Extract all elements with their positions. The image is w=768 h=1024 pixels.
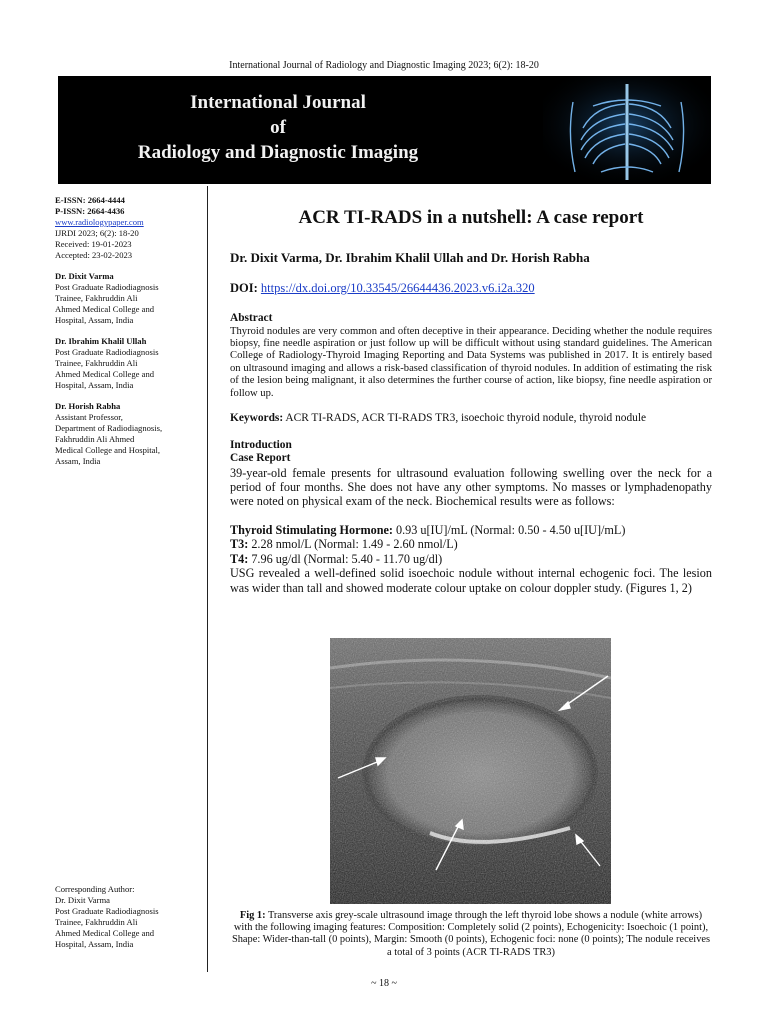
sidebar [55, 195, 203, 467]
introduction-heading: Introduction [230, 439, 292, 452]
author-affiliation-line: Hospital, Assam, India [55, 315, 134, 325]
corresponding-name: Dr. Dixit Varma [55, 895, 110, 905]
corresponding-affiliation-line: Trainee, Fakhruddin Ali [55, 917, 138, 927]
author-affiliation-line: Post Graduate Radiodiagnosis [55, 347, 159, 357]
chest-skeleton-image [543, 76, 711, 184]
author-name: Dr. Ibrahim Khalil Ullah [55, 336, 147, 346]
accepted-date: Accepted: 23-02-2023 [55, 250, 133, 260]
author-affiliation-line: Post Graduate Radiodiagnosis [55, 282, 159, 292]
lab-result-t3 [230, 537, 712, 551]
keywords-label: Keywords: [230, 412, 284, 425]
case-report-text: 39-year-old female presents for ultrasound evaluation following swelling over the neck for a period of four months. She does not have any other symptoms. No masses or lymphadenopathy were noted on physical exam of the neck. Biochemical results were as follows: [230, 465, 712, 509]
journal-banner [58, 76, 711, 184]
corresponding-affiliation-line: Post Graduate Radiodiagnosis [55, 906, 159, 916]
corresponding-author [55, 884, 203, 950]
author-affiliation-line: Fakhruddin Ali Ahmed [55, 434, 135, 444]
author-affiliation-line: Assam, India [55, 456, 101, 466]
ultrasound-image [330, 638, 611, 904]
author-affiliation-line: Department of Radiodiagnosis, [55, 423, 163, 433]
running-head: International Journal of Radiology and Diagnostic Imaging 2023; 6(2): 18-20 [229, 60, 539, 71]
author-info-2 [55, 336, 203, 391]
lab-label: T3: [230, 537, 249, 552]
figure-caption-text: Transverse axis grey-scale ultrasound image through the left thyroid lobe shows a nodule (white arrows) with the following imaging features: Composition: Completely solid (2 points), Echogenicity: Isoechoic (1 point), Shape: Wider-than-tall (0 points), Margin: Smooth (0 points), Echogenic foci: none (0 points); The nodule receives a total of 3 points (ACR TI-RADS TR3) [231, 910, 711, 958]
usg-findings-text: USG revealed a well-defined solid isoechoic nodule without internal echogenic foci. The lesion was wider than tall and showed moderate colour uptake on colour doppler study. (Figures 1, 2) [230, 566, 712, 595]
author-affiliation-line: Ahmed Medical College and [55, 369, 155, 379]
received-date: Received: 19-01-2023 [55, 239, 132, 249]
article-body [230, 206, 712, 595]
lab-value: 2.28 nmol/L (Normal: 1.49 - 2.60 nmol/L) [248, 537, 458, 552]
keywords-list: ACR TI-RADS, ACR TI-RADS TR3, isoechoic thyroid nodule, thyroid nodule [283, 412, 647, 425]
doi-link[interactable]: https://dx.doi.org/10.33545/26644436.2023.v6.i2a.320 [260, 281, 535, 296]
author-affiliation-line: Trainee, Fakhruddin Ali [55, 358, 138, 368]
author-name: Dr. Dixit Varma [55, 271, 114, 281]
corresponding-label: Corresponding Author: [55, 884, 135, 894]
doi-label: DOI: [230, 281, 261, 296]
lab-result-tsh [230, 523, 712, 537]
citation: IJRDI 2023; 6(2): 18-20 [55, 228, 139, 238]
abstract-heading: Abstract [230, 312, 273, 325]
eissn: E-ISSN: 2664-4444 [55, 195, 125, 205]
journal-title-line-3: Radiology and Diagnostic Imaging [137, 142, 419, 163]
author-info-3 [55, 401, 203, 467]
lab-value: 0.93 u[IU]/mL (Normal: 0.50 - 4.50 u[IU]/mL) [392, 522, 626, 537]
column-divider [207, 186, 208, 972]
author-affiliation-line: Medical College and Hospital, [55, 445, 161, 455]
journal-title-line-2: of [270, 117, 286, 138]
abstract-text: Thyroid nodules are very common and often deceptive in their appearance. Deciding whether the nodule requires biopsy, fine needle aspiration or just follow up will be difficult without using standard guidelines. The American College of Radiology-Thyroid Imaging Reporting and Data Systems was published in 2017. It is entirely based on ultrasound imaging and allows a risk-based classification of thyroid nodules. In addition of estimating the risk of the lesion being malignant, it also determines the further course of action, like biopsy, fine needle aspiration or follow up. [230, 325, 712, 399]
pissn: P-ISSN: 2664-4436 [55, 206, 125, 216]
article-authors: Dr. Dixit Varma, Dr. Ibrahim Khalil Ullah and Dr. Horish Rabha [230, 250, 590, 265]
journal-website-link[interactable]: www.radiologypaper.com [55, 217, 144, 227]
corresponding-affiliation-line: Ahmed Medical College and [55, 928, 155, 938]
author-name: Dr. Horish Rabha [55, 401, 121, 411]
author-info-1 [55, 271, 203, 326]
author-affiliation-line: Hospital, Assam, India [55, 380, 134, 390]
ultrasound-figure [330, 638, 611, 904]
corresponding-affiliation-line: Hospital, Assam, India [55, 939, 134, 949]
case-report-heading: Case Report [230, 452, 291, 465]
author-affiliation-line: Ahmed Medical College and [55, 304, 155, 314]
figure-caption [230, 910, 712, 959]
lab-label: T4: [230, 551, 249, 566]
doi-line [230, 282, 712, 295]
lab-label: Thyroid Stimulating Hormone: [230, 522, 393, 537]
journal-title [128, 90, 428, 165]
journal-title-line-1: International Journal [190, 92, 366, 113]
lab-result-t4 [230, 552, 712, 566]
figure-label: Fig 1: [239, 910, 266, 921]
author-affiliation-line: Trainee, Fakhruddin Ali [55, 293, 138, 303]
lab-results [230, 523, 712, 566]
page-number: ~ 18 ~ [371, 978, 397, 989]
article-title: ACR TI-RADS in a nutshell: A case report [298, 207, 644, 228]
keywords [230, 412, 712, 425]
author-affiliation-line: Assistant Professor, [55, 412, 123, 422]
lab-value: 7.96 ug/dl (Normal: 5.40 - 11.70 ug/dl) [248, 551, 443, 566]
